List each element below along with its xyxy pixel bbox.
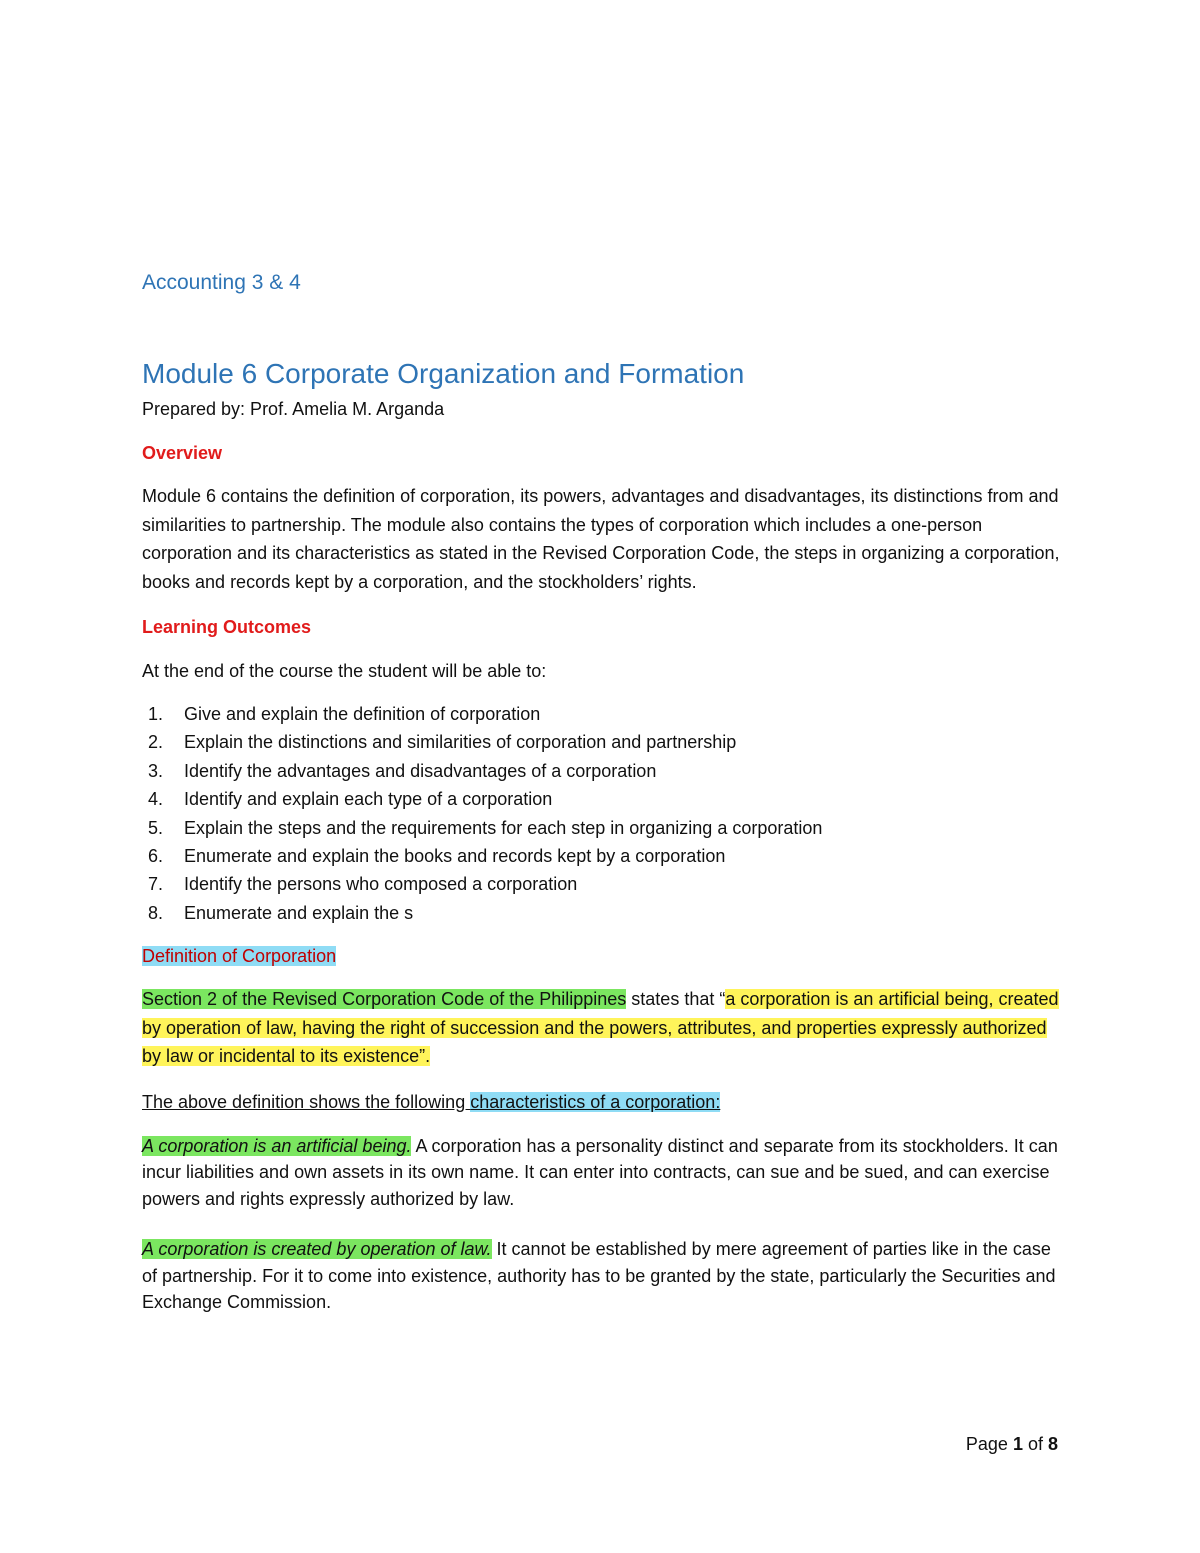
of-word: of bbox=[1022, 1434, 1048, 1454]
overview-text: Module 6 contains the definition of corporation, its powers, advantages and disadvantages, its distinctions from and similarities to partnership. The module also contains the types of corporation which includes a one-person corporation and its characteristics as stated in the Revised Corporation Code, the steps in organizing a corporation, books and records kept by a corporation, and the stockholders’ rights. bbox=[142, 486, 1060, 592]
module-title: Module 6 Corporate Organization and Formation bbox=[142, 358, 745, 389]
characteristic-artificial-being bbox=[142, 1133, 1062, 1213]
list-text: Give and explain the definition of corporation bbox=[184, 704, 541, 724]
list-item bbox=[142, 728, 1062, 756]
list-number: 4. bbox=[148, 789, 164, 810]
list-text: Identify the persons who composed a corporation bbox=[184, 874, 578, 895]
definition-quote: a corporation is an artificial being, created by operation of law, having the right of succession and the powers, attributes, and properties expressly authorized by law or incidental to its existence”. bbox=[142, 989, 1059, 1067]
list-item bbox=[142, 870, 1062, 898]
list-number: 2. bbox=[148, 732, 164, 753]
list-item bbox=[142, 700, 1062, 728]
page-word: Page bbox=[965, 1434, 1013, 1454]
learning-outcomes-intro: At the end of the course the student will be able to: bbox=[142, 661, 547, 681]
list-text: Explain the distinctions and similarities of corporation and partnership bbox=[184, 732, 737, 753]
list-number: 6. bbox=[148, 846, 164, 867]
list-item bbox=[142, 785, 1062, 813]
course-title: Accounting 3 & 4 bbox=[142, 271, 301, 294]
page-footer bbox=[966, 1432, 1058, 1456]
characteristic-operation-of-law bbox=[142, 1236, 1062, 1316]
list-number: 8. bbox=[148, 902, 164, 923]
states-that-text: states that “ bbox=[626, 989, 726, 1010]
characteristic-text: A corporation has a personality distinct and separate from its stockholders. It can incur liabilities and own assets in its own name. It can enter into contracts, can sue and be sued, and can exercise powers and rights expressly authorized by law. bbox=[142, 1135, 1058, 1209]
definition-paragraph bbox=[142, 985, 1062, 1071]
page-total: 8 bbox=[1047, 1434, 1058, 1454]
characteristics-highlight: characteristics of a corporation: bbox=[470, 1091, 721, 1112]
page-number: 1 bbox=[1012, 1434, 1023, 1454]
list-number: 1. bbox=[148, 704, 164, 724]
list-item bbox=[142, 814, 1062, 842]
list-item bbox=[142, 757, 1062, 785]
list-number: 5. bbox=[148, 817, 164, 838]
characteristics-intro bbox=[142, 1089, 1062, 1115]
list-number: 7. bbox=[148, 874, 164, 895]
characteristic-text: It cannot be established by mere agreement of parties like in the case of partnership. For it to come into existence, authority has to be granted by the state, particularly the Securities and Exchange Commission. bbox=[142, 1239, 1056, 1313]
definition-heading bbox=[142, 943, 1062, 969]
prepared-by: Prepared by: Prof. Amelia M. Arganda bbox=[142, 399, 445, 419]
characteristic-lead: A corporation is an artificial being. bbox=[142, 1135, 412, 1156]
list-number: 3. bbox=[148, 760, 164, 781]
list-text: Enumerate and explain the s bbox=[184, 902, 414, 923]
learning-outcomes-heading: Learning Outcomes bbox=[142, 617, 312, 637]
list-text: Identify and explain each type of a corporation bbox=[184, 789, 553, 810]
learning-outcomes-list bbox=[142, 700, 1062, 927]
list-text: Enumerate and explain the books and records kept by a corporation bbox=[184, 846, 726, 867]
characteristics-intro-text: The above definition shows the following bbox=[142, 1091, 471, 1112]
list-text: Explain the steps and the requirements for each step in organizing a corporation bbox=[184, 817, 823, 838]
list-item bbox=[142, 842, 1062, 870]
page-content bbox=[142, 268, 1062, 1316]
definition-heading-text: Definition of Corporation bbox=[142, 946, 337, 967]
overview-heading: Overview bbox=[142, 443, 223, 463]
list-text: Identify the advantages and disadvantages of a corporation bbox=[184, 760, 657, 781]
section-reference: Section 2 of the Revised Corporation Code of the Philippines bbox=[142, 989, 627, 1010]
characteristic-lead: A corporation is created by operation of law. bbox=[142, 1239, 492, 1260]
list-item bbox=[142, 899, 1062, 927]
